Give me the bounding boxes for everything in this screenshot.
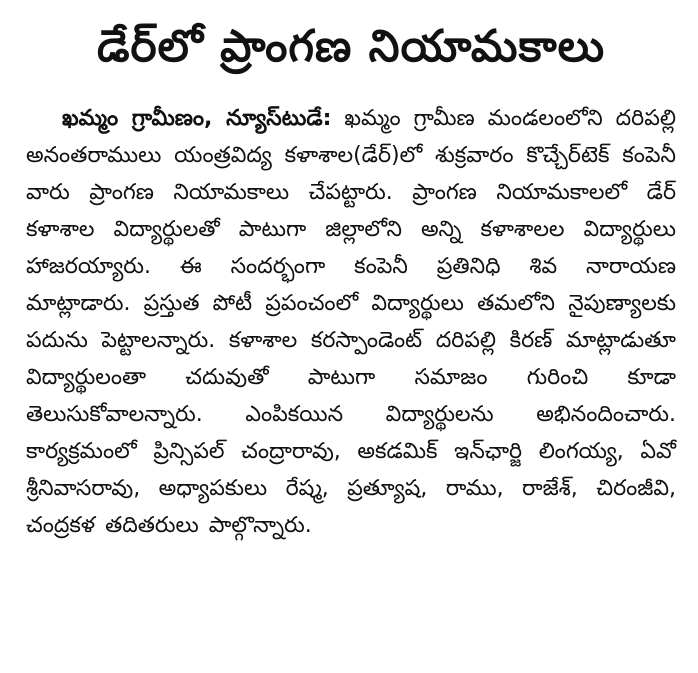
article-dateline: ఖమ్మం గ్రామీణం, న్యూస్‌టుడే: <box>62 106 332 131</box>
article-headline: డేర్‌లో ప్రాంగణ నియామకాలు <box>96 21 606 72</box>
article-body <box>26 100 676 544</box>
article-body-text: ఖమ్మం గ్రామీణ మండలంలోని దరిపల్లి అనంతరాములు యంత్రవిద్య కళాశాల(డేర్)లో శుక్రవారం కొచ్చేర్‌టెక్ కంపెనీ వారు ప్రాంగణ నియామకాలు చేపట్టారు. ప్రాంగణ నియామకాలలో డేర్ కళాశాల విద్యార్థులతో పాటుగా జిల్లాలోని అన్ని కళాశాలల విద్యార్థులు హాజరయ్యారు. ఈ సందర్భంగా కంపెనీ ప్రతినిధి శివ నారాయణ మాట్లాడారు. ప్రస్తుత పోటీ ప్రపంచంలో విద్యార్థులు తమలోని నైపుణ్యాలకు పదును పెట్టాలన్నారు. కళాశాల కరస్పాండెంట్ దరిపల్లి కిరణ్ మాట్లాడుతూ విద్యార్థులంతా చదువుతో పాటుగా సమాజం గురించి కూడా తెలుసుకోవాలన్నారు. ఎంపికయిన విద్యార్థులను అభినందించారు. కార్యక్రమంలో ప్రిన్సిపల్ చంద్రారావు, అకడమిక్ ఇన్‌ఛార్జి లింగయ్య, ఏవో శ్రీనివాసరావు, అధ్యాపకులు రేష్మ, ప్రత్యూష, రాము, రాజేశ్, చిరంజీవి, చంద్రకళ తదితరులు పాల్గొన్నారు. <box>26 106 676 538</box>
